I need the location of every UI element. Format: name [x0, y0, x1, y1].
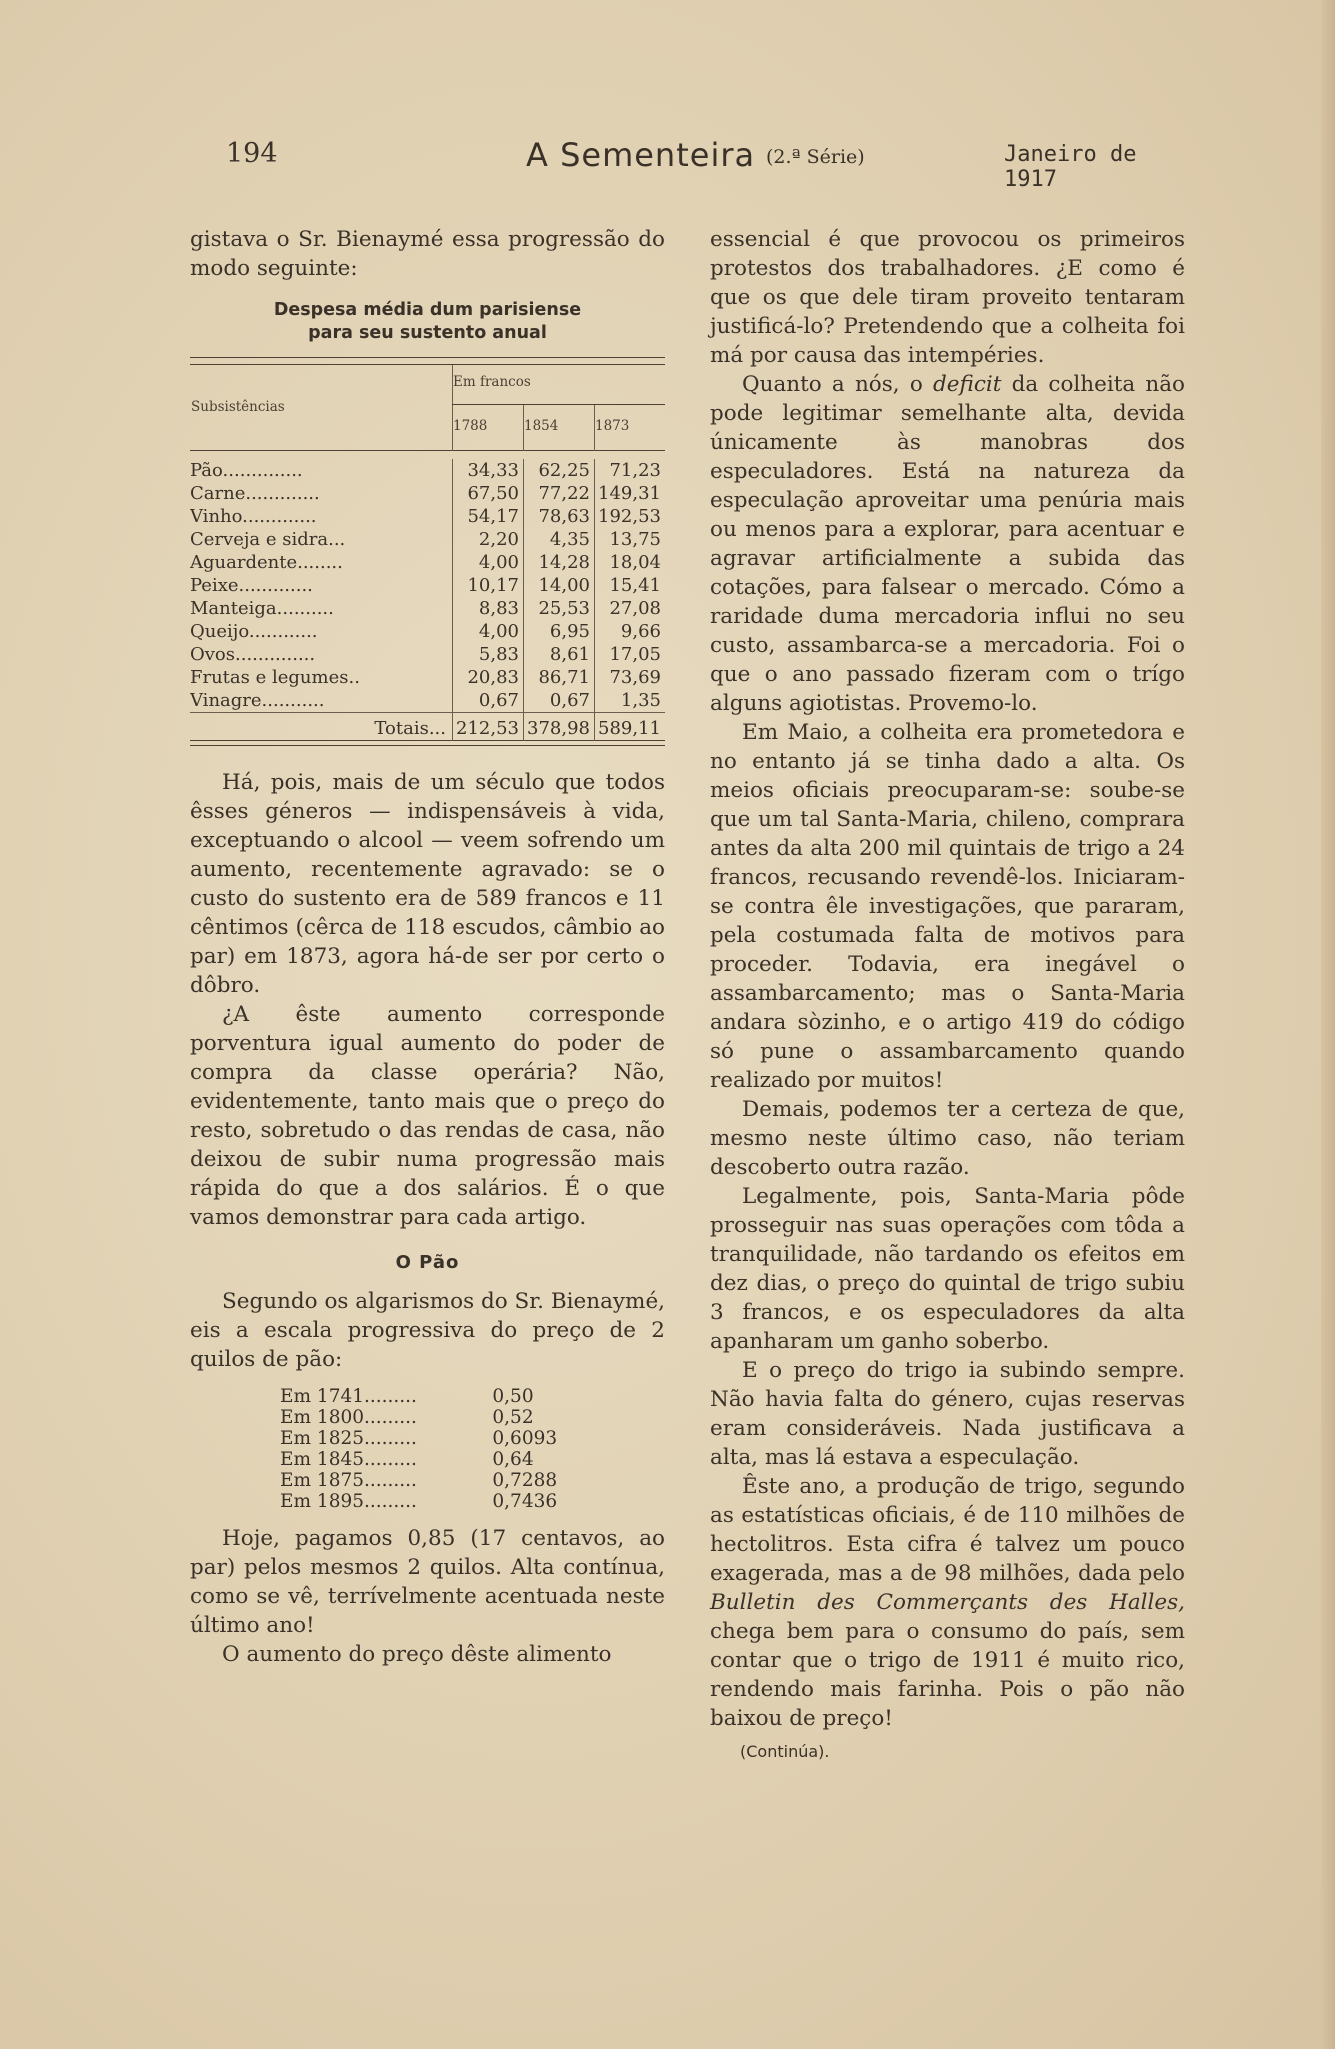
section-heading: O Pão	[395, 1252, 460, 1273]
intro-paragraph: gistava o Sr. Bienaymé essa progressão do modo seguinte:	[190, 227, 665, 281]
table-row: Frutas e legumes.. 20,83 86,71 73,69	[190, 666, 665, 689]
table-row: Queijo............ 4,00 6,95 9,66	[190, 620, 665, 643]
col-label: Subsistências	[191, 399, 285, 415]
paragraph: Em Maio, a colheita era prometedora e no entanto já se tinha dado a alta. Os meios oficiais preocuparam-se: soube-se que um tal Santa-Maria, chileno, comprara antes da alta 200 mil quintais de trigo a 24 francos, recusando revendê-los. Iniciaram-se contra êle investigações, que pararam, pela costumada falta de motivos para proceder. Todavia, era inegável o assambarcamento; mas o Santa-Maria andara sòzinho, e o artigo 419 do código só pune o assambarcamento quando realizado por muitos!	[710, 720, 1185, 1093]
table-row: Pão.............. 34,33 62,25 71,23	[190, 459, 665, 482]
paragraph: Demais, podemos ter a certeza de que, mesmo neste último caso, não teriam descoberto outra razão.	[710, 1097, 1185, 1180]
year-header: 1788	[453, 405, 524, 451]
paragraph: Legalmente, pois, Santa-Maria pôde prosseguir nas suas operações com tôda a tranquilidade, não tardando os efeitos em dez dias, o preço do quintal de trigo subiu 3 francos, e os especuladores da alta apanharam um ganho soberbo.	[710, 1184, 1185, 1354]
journal-title: A Sementeira	[526, 136, 756, 174]
continued-note: (Continúa).	[740, 1742, 830, 1761]
table-title-line2: para seu sustento anual	[308, 323, 547, 343]
table-row: Peixe............. 10,17 14,00 15,41	[190, 574, 665, 597]
list-item: Em 1825......... 0,6093	[280, 1428, 558, 1449]
table-row: Manteiga.......... 8,83 25,53 27,08	[190, 597, 665, 620]
journal-series: (2.ª Série)	[766, 146, 865, 168]
paragraph: ¿A êste aumento corresponde porventura igual aumento do poder de compra da classe operária? Não, evidentemente, tanto mais que o preço do resto, sobretudo o das rendas de casa, não deixou de subir numa progressão mais rápida do que a dos salários. É o que vamos demonstrar para cada artigo.	[190, 1002, 665, 1230]
table-row: Cerveja e sidra... 2,20 4,35 13,75	[190, 528, 665, 551]
price-list	[280, 1386, 665, 1512]
paragraph: Hoje, pagamos 0,85 (17 centavos, ao par) pelos mesmos 2 quilos. Alta contínua, como se vê, terrívelmente acentuada neste último ano!	[190, 1526, 665, 1638]
right-column	[710, 225, 1185, 1766]
table-row: Ovos.............. 5,83 8,61 17,05	[190, 643, 665, 666]
issue-date: Janeiro de 1917	[1004, 142, 1137, 192]
paragraph: Há, pois, mais de um século que todos êsses géneros — indispensáveis à vida, exceptuando o alcool — veem sofrendo um aumento, recentemente agravado: se o custo do sustento era de 589 francos e 11 cêntimos (cêrca de 118 escudos, câmbio ao par) em 1873, agora há-de ser por certo o dôbro.	[190, 770, 665, 998]
table-row: Vinho............. 54,17 78,63 192,53	[190, 505, 665, 528]
list-item: Em 1800......... 0,52	[280, 1407, 534, 1428]
paragraph: Quanto a nós, o deficit da colheita não pode legitimar semelhante alta, devida únicamente às manobras dos especuladores. Está na natureza da especulação aproveitar uma penúria mais ou menos para a explorar, para acentuar e agravar artificialmente a subida das cotações, para falsear o mercado. Cómo a raridade duma mercadoria influi no seu custo, assambarca-se a mercadoria. Foi o que o ano passado fizeram com o trígo alguns agiotistas. Provemo-lo.	[710, 372, 1185, 716]
expense-table	[190, 357, 665, 746]
paragraph: O aumento do preço dêste alimento	[222, 1642, 612, 1667]
table-title	[190, 299, 665, 345]
list-item: Em 1875......... 0,7288	[280, 1470, 558, 1491]
table-row: Aguardente........ 4,00 14,28 18,04	[190, 551, 665, 574]
paragraph: Êste ano, a produção de trigo, segundo as estatísticas oficiais, é de 110 milhões de hectolitros. Esta cifra é talvez um pouco exagerada, mas a de 98 milhões, dada pelo Bulletin des Commerçants des Halles, chega bem para o consumo do país, sem contar que o trigo de 1911 é muito rico, rendendo mais farinha. Pois o pão não baixou de preço!	[710, 1474, 1185, 1731]
table-row: Vinagre........... 0,67 0,67 1,35	[190, 689, 665, 713]
list-item: Em 1741......... 0,50	[280, 1386, 534, 1407]
paragraph: E o preço do trigo ia subindo sempre. Não havia falta do género, cujas reservas eram consideráveis. Nada justificava a alta, mas lá estava a especulação.	[710, 1358, 1185, 1470]
table-title-line1: Despesa média dum parisiense	[273, 300, 582, 320]
paragraph: essencial é que provocou os primeiros protestos dos trabalhadores. ¿E como é que os que dele tiram proveito tentaram justificá-lo? Pretendendo que a colheita foi má por causa das intempéries.	[710, 227, 1185, 368]
list-item: Em 1845......... 0,64	[280, 1449, 534, 1470]
year-header: 1873	[595, 405, 666, 451]
left-column	[190, 225, 665, 1669]
group-label: Em francos	[453, 365, 666, 405]
page-number: 194	[226, 138, 278, 169]
totals-row: Totais... 212,53 378,98 589,11	[190, 713, 665, 741]
page-header	[226, 136, 1166, 192]
table-row: Carne............. 67,50 77,22 149,31	[190, 482, 665, 505]
italic-term: deficit	[933, 372, 1002, 397]
year-header: 1854	[524, 405, 595, 451]
list-item: Em 1895......... 0,7436	[280, 1491, 558, 1512]
paragraph: Segundo os algarismos do Sr. Bienaymé, eis a escala progressiva do preço de 2 quilos de pão:	[190, 1289, 665, 1372]
page-edge	[1321, 0, 1335, 2049]
italic-title: Bulletin des Commerçants des Halles,	[710, 1590, 1185, 1615]
